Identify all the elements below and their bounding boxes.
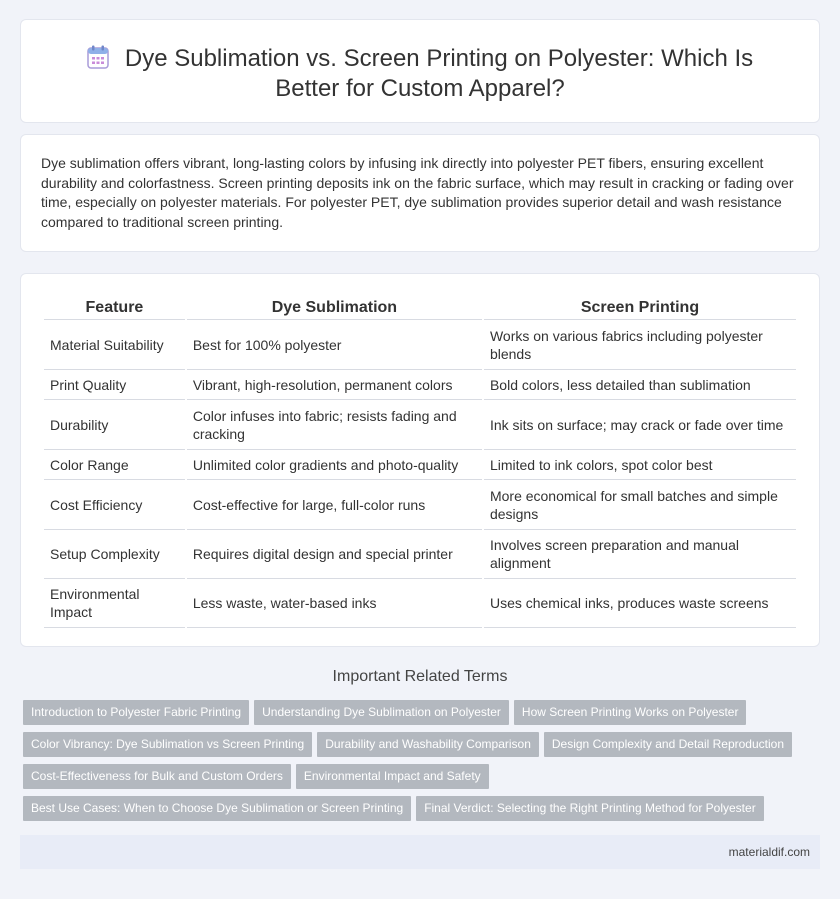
dye-sublimation-cell: Requires digital design and special printer	[187, 530, 482, 579]
related-terms-list	[23, 700, 803, 828]
table-row	[44, 370, 796, 400]
table-row	[44, 579, 796, 628]
feature-cell: Print Quality	[44, 370, 185, 400]
intro-card	[20, 134, 820, 252]
feature-cell: Setup Complexity	[44, 530, 185, 579]
feature-cell: Material Suitability	[44, 320, 185, 370]
calendar-icon	[87, 45, 109, 69]
page-title: Dye Sublimation vs. Screen Printing on Polyester: Which Is Better for Custom Apparel?	[124, 45, 754, 102]
screen-printing-cell: More economical for small batches and simple designs	[484, 480, 796, 530]
table-row	[44, 320, 796, 370]
title-card	[20, 19, 820, 123]
feature-cell: Color Range	[44, 450, 185, 480]
feature-cell: Cost Efficiency	[44, 480, 185, 530]
intro-paragraph: Dye sublimation offers vibrant, long-lasting colors by infusing ink directly into polyester PET fibers, ensuring excellent durability and colorfastness. Screen printing deposits ink on the fabric surface, which may result in cracking or fading over time, especially on polyester materials. For polyester PET, dye sublimation provides superior detail and wash resistance compared to traditional screen printing.	[41, 155, 794, 230]
screen-printing-cell: Involves screen preparation and manual alignment	[484, 530, 796, 579]
feature-cell: Environmental Impact	[44, 579, 185, 628]
footer-site-link[interactable]: materialdif.com	[728, 845, 810, 859]
dye-sublimation-cell: Less waste, water-based inks	[187, 579, 482, 628]
related-term-tag[interactable]: Color Vibrancy: Dye Sublimation vs Screen Printing	[23, 732, 312, 757]
screen-printing-cell: Ink sits on surface; may crack or fade over time	[484, 400, 796, 450]
table-row	[44, 450, 796, 480]
table-row	[44, 530, 796, 579]
footer	[20, 835, 820, 869]
tag-row	[23, 796, 803, 822]
related-terms-heading: Important Related Terms	[332, 668, 508, 685]
related-term-tag[interactable]: Environmental Impact and Safety	[296, 764, 489, 789]
related-term-tag[interactable]: Design Complexity and Detail Reproduction	[544, 732, 792, 757]
dye-sublimation-cell: Color infuses into fabric; resists fading and cracking	[187, 400, 482, 450]
dye-sublimation-cell: Unlimited color gradients and photo-quality	[187, 450, 482, 480]
feature-cell: Durability	[44, 400, 185, 450]
table-row	[44, 480, 796, 530]
header-feature: Feature	[44, 298, 185, 320]
related-term-tag[interactable]: How Screen Printing Works on Polyester	[514, 700, 747, 725]
tag-row	[23, 700, 803, 726]
table-row	[44, 400, 796, 450]
tag-row	[23, 732, 803, 758]
related-term-tag[interactable]: Final Verdict: Selecting the Right Printing Method for Polyester	[416, 796, 764, 821]
dye-sublimation-cell: Vibrant, high-resolution, permanent colors	[187, 370, 482, 400]
screen-printing-cell: Bold colors, less detailed than sublimation	[484, 370, 796, 400]
comparison-card	[20, 273, 820, 647]
table-header-row	[44, 298, 796, 320]
dye-sublimation-cell: Best for 100% polyester	[187, 320, 482, 370]
comparison-table	[42, 298, 798, 628]
page-title-wrap	[21, 44, 819, 104]
related-term-tag[interactable]: Understanding Dye Sublimation on Polyester	[254, 700, 509, 725]
related-term-tag[interactable]: Introduction to Polyester Fabric Printing	[23, 700, 249, 725]
screen-printing-cell: Works on various fabrics including polyester blends	[484, 320, 796, 370]
related-term-tag[interactable]: Cost-Effectiveness for Bulk and Custom Orders	[23, 764, 291, 789]
header-screen-printing: Screen Printing	[484, 298, 796, 320]
screen-printing-cell: Uses chemical inks, produces waste screens	[484, 579, 796, 628]
related-term-tag[interactable]: Durability and Washability Comparison	[317, 732, 539, 757]
tag-row	[23, 764, 803, 790]
dye-sublimation-cell: Cost-effective for large, full-color runs	[187, 480, 482, 530]
screen-printing-cell: Limited to ink colors, spot color best	[484, 450, 796, 480]
related-term-tag[interactable]: Best Use Cases: When to Choose Dye Sublimation or Screen Printing	[23, 796, 411, 821]
header-dye-sublimation: Dye Sublimation	[187, 298, 482, 320]
